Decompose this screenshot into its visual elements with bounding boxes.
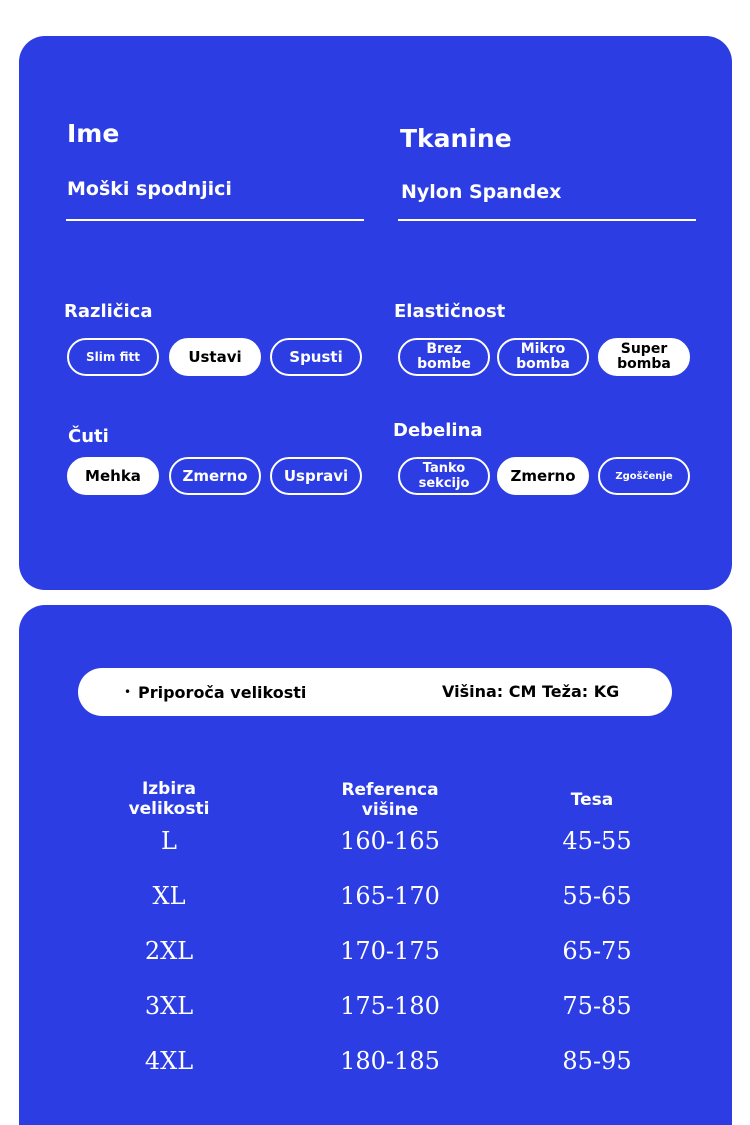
thickness-option-zmerno[interactable]: Zmerno [497,457,589,495]
name-value: Moški spodnjici [67,178,232,200]
size-guide-banner [78,668,672,716]
name-divider [66,219,364,221]
variant-option-slim-fit[interactable]: Slim fitt [67,338,159,376]
thickness-label: Debelina [393,420,483,441]
table-cell: 3XL [144,992,194,1020]
feel-label: Čuti [68,426,109,447]
table-cell: 180-185 [340,1047,440,1075]
name-heading: Ime [67,119,120,148]
thickness-option-zgoscenje[interactable]: Zgoščenje [598,457,690,495]
table-cell: 75-85 [562,992,632,1020]
size-recommendation-title: Priporoča velikosti [138,683,307,702]
feel-option-zmerno[interactable]: Zmerno [169,457,261,495]
table-cell: 170-175 [340,937,440,965]
variant-option-ustavi[interactable]: Ustavi [169,338,261,376]
bullet-icon: • [124,685,132,699]
size-guide-card [19,605,732,1125]
table-cell: 55-65 [562,882,632,910]
feel-option-uspravi[interactable]: Uspravi [270,457,362,495]
table-cell: 4XL [144,1047,194,1075]
fabric-divider [398,219,696,221]
units-note: Višina: CM Teža: KG [442,682,620,701]
elasticity-option-brez-bombe[interactable]: Brez bombe [398,338,490,376]
column-header-weight: Tesa [570,790,614,810]
table-cell: 165-170 [340,882,440,910]
table-cell: L [161,827,177,855]
column-header-height: Referenca višine [341,780,439,820]
table-cell: 2XL [144,937,194,965]
variant-option-spusti[interactable]: Spusti [270,338,362,376]
column-header-size: Izbira velikosti [128,779,210,819]
table-cell: 175-180 [340,992,440,1020]
table-cell: 65-75 [562,937,632,965]
thickness-option-tanko-sekcijo[interactable]: Tanko sekcijo [398,457,490,495]
variant-label: Različica [64,301,153,322]
table-cell: 85-95 [562,1047,632,1075]
fabric-heading: Tkanine [400,124,512,153]
elasticity-option-super-bomba[interactable]: Super bomba [598,338,690,376]
elasticity-label: Elastičnost [394,301,506,322]
product-info-card [19,36,732,590]
table-cell: 45-55 [562,827,632,855]
elasticity-option-mikro-bomba[interactable]: Mikro bomba [497,338,589,376]
feel-option-mehka[interactable]: Mehka [67,457,159,495]
fabric-value: Nylon Spandex [401,181,562,203]
table-cell: 160-165 [340,827,440,855]
table-cell: XL [152,882,186,910]
